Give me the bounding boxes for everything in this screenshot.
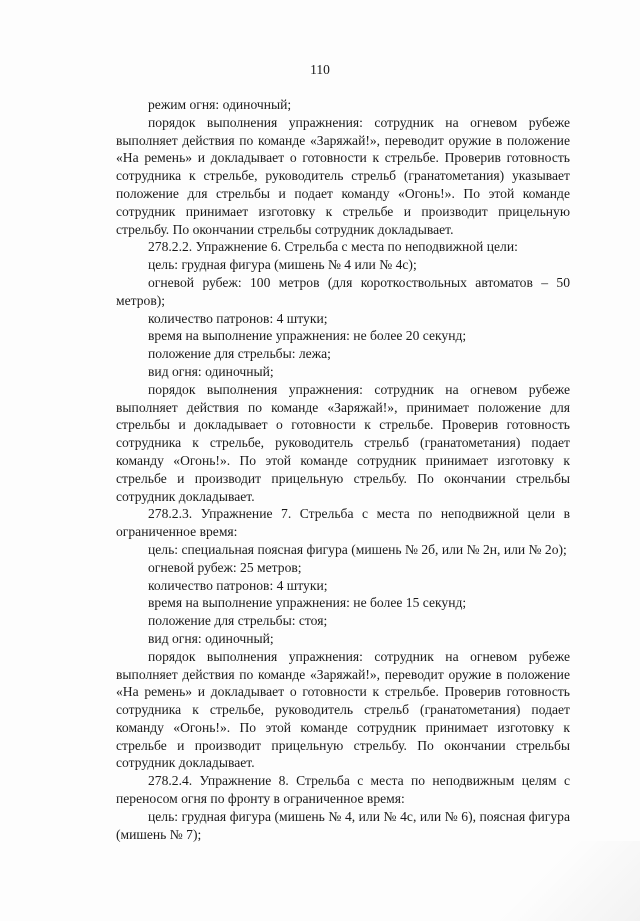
heading-exercise-7: 278.2.3. Упражнение 7. Стрельба с места по неподвижной цели в ограниченное время: bbox=[116, 506, 570, 540]
paragraph-firing-line: огневой рубеж: 25 метров; bbox=[148, 559, 302, 575]
heading-exercise-6: 278.2.2. Упражнение 6. Стрельба с места по неподвижной цели: bbox=[148, 239, 518, 255]
paragraph-target: цель: специальная поясная фигура (мишень № 2б, или № 2н, или № 2о); bbox=[148, 541, 567, 557]
paragraph-firing-line: огневой рубеж: 100 метров (для короткоствольных автоматов – 50 метров); bbox=[116, 274, 570, 308]
paragraph-rounds: количество патронов: 4 штуки; bbox=[148, 577, 328, 593]
paragraph-procedure-ex6: порядок выполнения упражнения: сотрудник на огневом рубеже выполняет действия по команде «Заряжай!», принимает положение для стрельбы и докладывает о готовности к стрельбе. Проверив готовность сотрудника к стрельбе, руководитель стрельб (гранатометания) подает команду «Огонь!». По этой команде сотрудник принимает изготовку к стрельбе и производит прицельную стрельбу. По окончании стрельбы сотрудник докладывает. bbox=[116, 381, 570, 504]
scan-shading bbox=[480, 841, 640, 921]
paragraph-time-limit: время на выполнение упражнения: не более 20 секунд; bbox=[148, 328, 467, 344]
document-body bbox=[116, 96, 570, 843]
heading-exercise-8: 278.2.4. Упражнение 8. Стрельба с места по неподвижным целям с переносом огня по фронту в ограниченное время: bbox=[116, 773, 570, 807]
paragraph-procedure-ex7: порядок выполнения упражнения: сотрудник на огневом рубеже выполняет действия по команде «Заряжай!», переводит оружие в положение «На ремень» и докладывает о готовности к стрельбе. Проверив готовность сотрудника к стрельбе, руководитель стрельб (гранатометания) подает команду «Огонь!». По этой команде сотрудник принимает изготовку к стрельбе и производит прицельную стрельбу. По окончании стрельбы сотрудник докладывает. bbox=[116, 648, 570, 771]
paragraph-procedure-ex5: порядок выполнения упражнения: сотрудник на огневом рубеже выполняет действия по команде «Заряжай!», переводит оружие в положение «На ремень» и докладывает о готовности к стрельбе. Проверив готовность сотрудника к стрельбе, руководитель стрельб (гранатометания) указывает положение для стрельбы и подает команду «Огонь!». По этой команде сотрудник принимает изготовку к стрельбе и производит прицельную стрельбу. По окончании стрельбы сотрудник докладывает. bbox=[116, 114, 570, 237]
paragraph-time-limit: время на выполнение упражнения: не более 15 секунд; bbox=[148, 595, 467, 611]
paragraph-rounds: количество патронов: 4 штуки; bbox=[148, 310, 328, 326]
paragraph-position: положение для стрельбы: лежа; bbox=[148, 346, 331, 362]
paragraph-fire-type: вид огня: одиночный; bbox=[148, 630, 274, 646]
paragraph-target: цель: грудная фигура (мишень № 4, или № 4с, или № 6), поясная фигура (мишень № 7); bbox=[116, 808, 570, 842]
paragraph-fire-type: вид огня: одиночный; bbox=[148, 363, 274, 379]
paragraph-fire-mode: режим огня: одиночный; bbox=[148, 97, 292, 112]
paragraph-target: цель: грудная фигура (мишень № 4 или № 4с); bbox=[148, 257, 417, 273]
page-number: 110 bbox=[310, 62, 330, 77]
paragraph-position: положение для стрельбы: стоя; bbox=[148, 613, 328, 629]
